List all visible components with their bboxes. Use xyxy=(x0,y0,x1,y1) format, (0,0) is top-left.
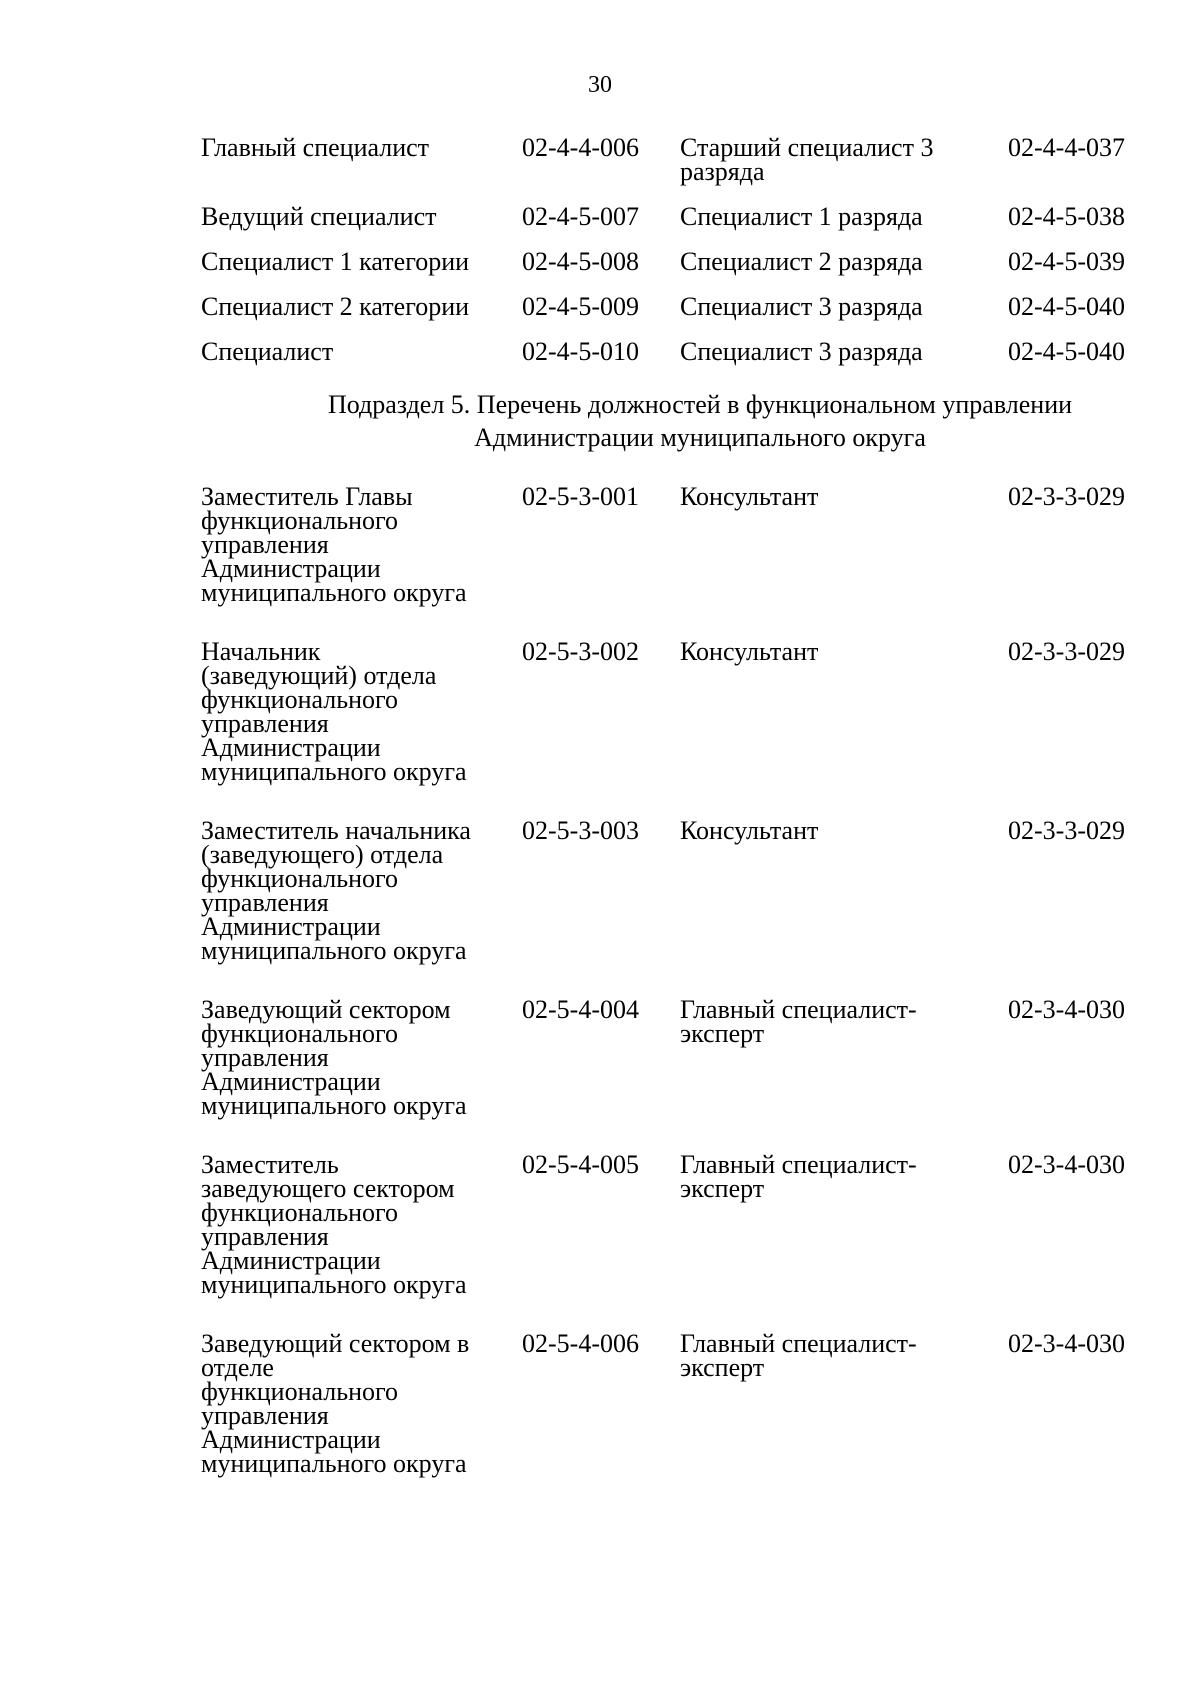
position-code: 02-5-3-002 xyxy=(522,637,639,666)
equivalent-code: 02-4-5-040 xyxy=(1008,337,1125,366)
equivalent-position: Главный специалист- эксперт xyxy=(680,1329,917,1382)
equivalent-code: 02-3-3-029 xyxy=(1008,482,1125,511)
position-name: Специалист 2 категории xyxy=(201,292,470,321)
page-number: 30 xyxy=(588,72,612,98)
equivalent-position: Главный специалист- эксперт xyxy=(680,1150,917,1203)
equivalent-position: Специалист 2 разряда xyxy=(680,247,923,276)
equivalent-code: 02-3-3-029 xyxy=(1008,816,1125,845)
position-name: Заместитель Главы функционального управления Администрации муниципального округа xyxy=(201,482,467,607)
equivalent-position: Консультант xyxy=(680,637,819,666)
position-name: Специалист 1 категории xyxy=(201,247,470,276)
equivalent-position: Старший специалист 3 разряда xyxy=(680,133,934,186)
position-code: 02-4-5-008 xyxy=(522,247,639,276)
equivalent-code: 02-3-3-029 xyxy=(1008,637,1125,666)
position-code: 02-5-4-005 xyxy=(522,1150,639,1179)
position-code: 02-5-4-004 xyxy=(522,995,639,1024)
equivalent-code: 02-4-5-039 xyxy=(1008,247,1125,276)
position-name: Заведующий сектором функционального управления Администрации муниципального округа xyxy=(201,995,467,1120)
equivalent-position: Специалист 1 разряда xyxy=(680,202,923,231)
position-name: Ведущий специалист xyxy=(201,202,437,231)
position-code: 02-5-4-006 xyxy=(522,1329,639,1358)
section-title xyxy=(200,388,1200,454)
position-code: 02-5-3-003 xyxy=(522,816,639,845)
equivalent-code: 02-3-4-030 xyxy=(1008,1150,1125,1179)
position-name: Главный специалист xyxy=(201,133,430,162)
equivalent-code: 02-3-4-030 xyxy=(1008,1329,1125,1358)
position-code: 02-4-4-006 xyxy=(522,133,639,162)
position-name: Заведующий сектором в отделе функционального управления Администрации муниципального округа xyxy=(201,1329,470,1478)
equivalent-code: 02-4-5-040 xyxy=(1008,292,1125,321)
position-name: Заместитель начальника (заведующего) отдела функционального управления Администрации муниципального округа xyxy=(201,816,471,965)
equivalent-position: Консультант xyxy=(680,816,819,845)
position-name: Специалист xyxy=(201,337,334,366)
section-title-line-2: Администрации муниципального округа xyxy=(474,423,926,452)
position-code: 02-4-5-009 xyxy=(522,292,639,321)
position-code: 02-4-5-010 xyxy=(522,337,639,366)
equivalent-position: Главный специалист- эксперт xyxy=(680,995,917,1048)
equivalent-code: 02-3-4-030 xyxy=(1008,995,1125,1024)
equivalent-position: Специалист 3 разряда xyxy=(680,337,923,366)
equivalent-code: 02-4-5-038 xyxy=(1008,202,1125,231)
position-name: Заместитель заведующего сектором функционального управления Администрации муниципального округа xyxy=(201,1150,467,1299)
position-name: Начальник (заведующий) отдела функционального управления Администрации муниципального округа xyxy=(201,637,467,786)
equivalent-position: Консультант xyxy=(680,482,819,511)
section-title-line-1: Подраздел 5. Перечень должностей в функциональном управлении xyxy=(327,390,1073,419)
equivalent-position: Специалист 3 разряда xyxy=(680,292,923,321)
position-code: 02-5-3-001 xyxy=(522,482,639,511)
position-code: 02-4-5-007 xyxy=(522,202,639,231)
equivalent-code: 02-4-4-037 xyxy=(1008,133,1125,162)
